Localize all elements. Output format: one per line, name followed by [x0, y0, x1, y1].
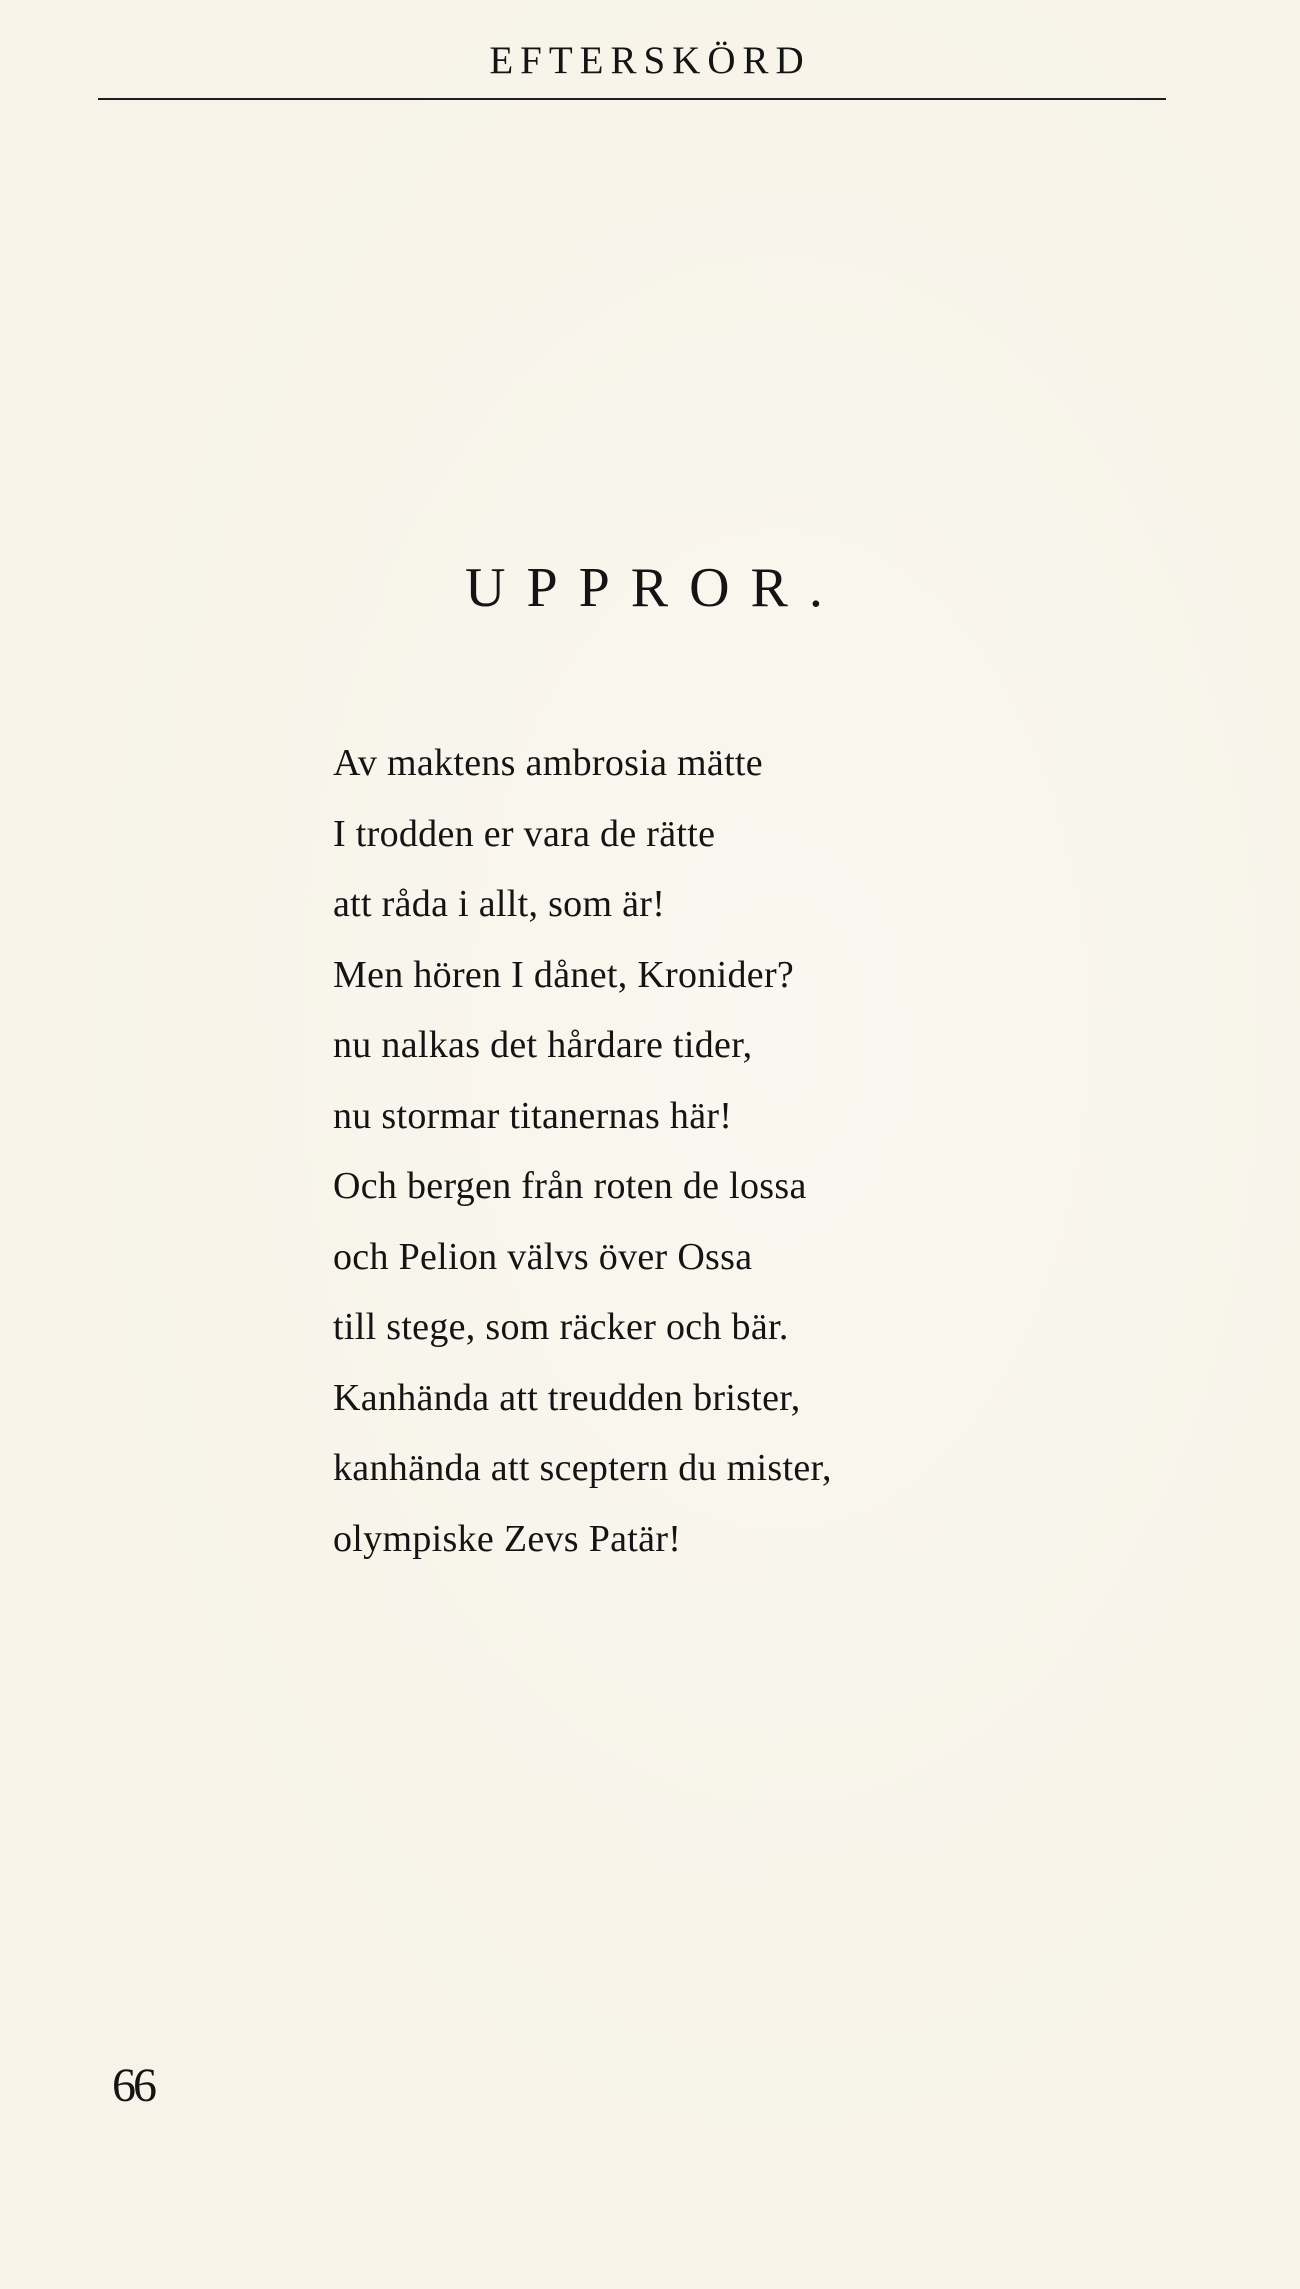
poem-title: UPPROR.: [465, 557, 844, 619]
poem-line: olympiske Zevs Patär!: [333, 1517, 682, 1560]
poem-line: till stege, som räcker och bär.: [333, 1306, 789, 1348]
poem-line: och Pelion välvs över Ossa: [333, 1235, 753, 1278]
poem-line: Kanhända att treudden brister,: [333, 1376, 801, 1419]
poem-body: [333, 728, 1093, 1574]
poem-line: nu stormar titanernas här!: [333, 1094, 733, 1137]
header-rule: [98, 98, 1166, 100]
poem-line: kanhända att sceptern du mister,: [333, 1447, 832, 1489]
running-head: EFTERSKÖRD: [489, 39, 811, 82]
poem-line: nu nalkas det hårdare tider,: [333, 1024, 753, 1066]
page-number: 66: [112, 2059, 154, 2112]
poem-line: att råda i allt, som är!: [333, 883, 666, 925]
poem-line: Och bergen från roten de lossa: [333, 1165, 807, 1207]
poem-line: I trodden er vara de rätte: [333, 812, 716, 855]
poem-line: Men hören I dånet, Kronider?: [333, 953, 795, 996]
poem-line: Av maktens ambrosia mätte: [333, 742, 763, 784]
